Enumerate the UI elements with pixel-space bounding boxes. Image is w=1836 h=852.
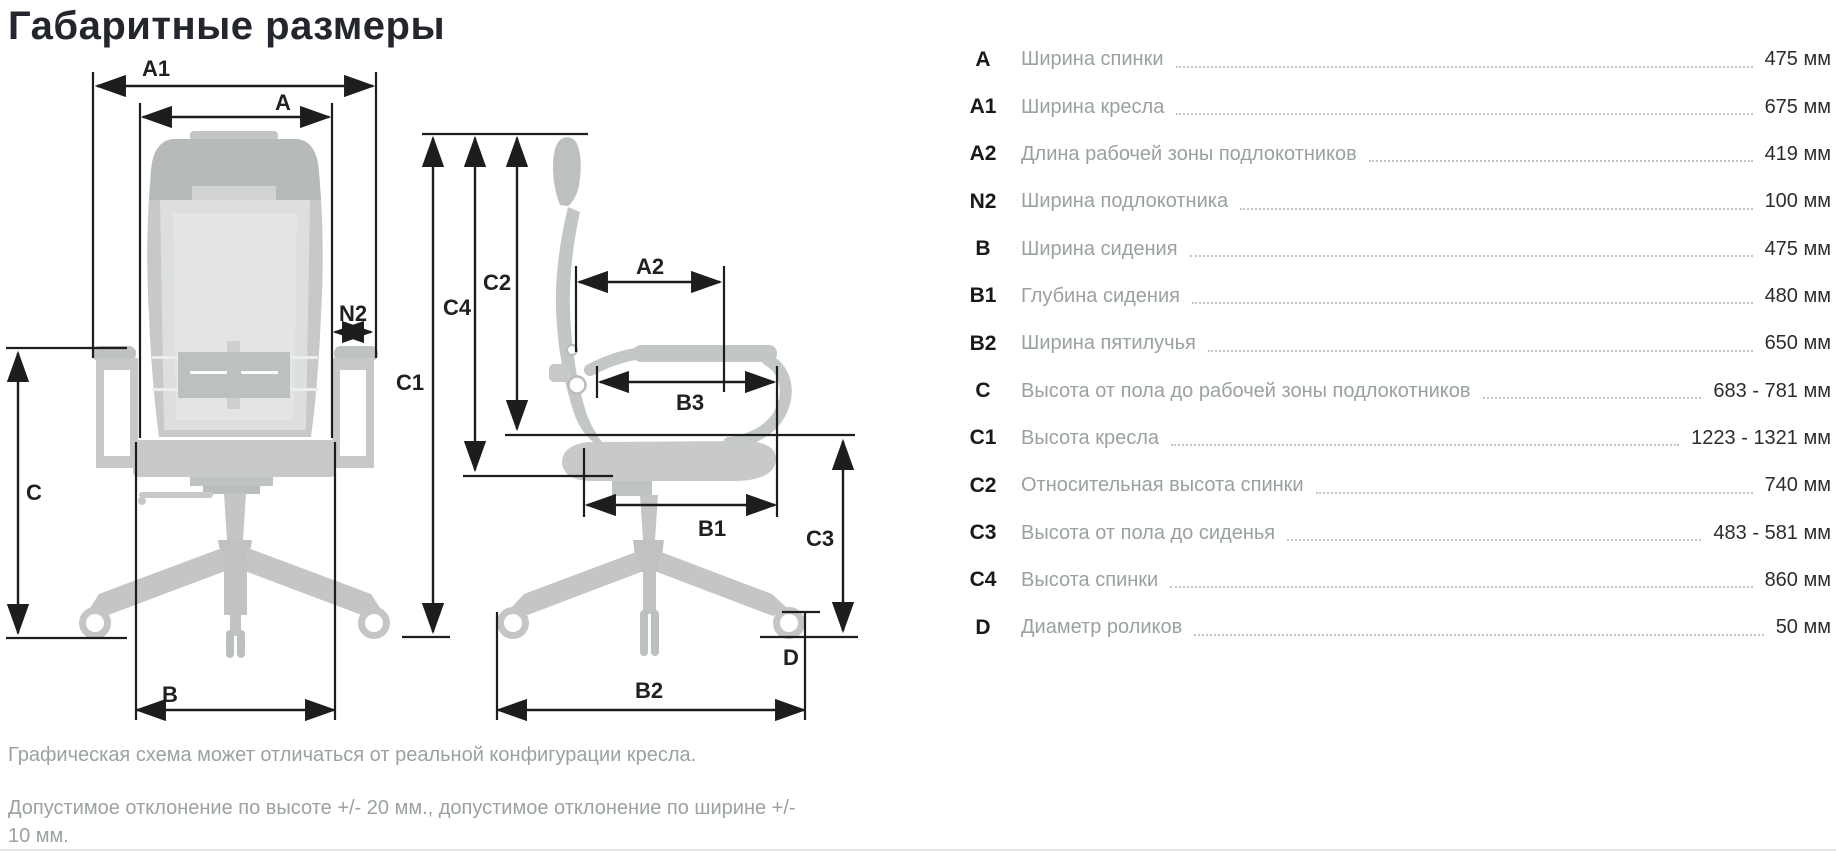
dim-label-d: D: [783, 645, 799, 670]
dim-label-a2: A2: [635, 254, 665, 279]
dim-code: A2: [969, 142, 997, 166]
table-row: [953, 131, 1831, 178]
bottom-divider: [0, 849, 1836, 851]
dim-code: C1: [969, 426, 997, 450]
dim-value: 50 мм: [1775, 616, 1831, 639]
dim-value: 100 мм: [1764, 190, 1831, 213]
dotted-leader: [1171, 444, 1679, 446]
table-row: [953, 415, 1831, 462]
table-row: [953, 36, 1831, 83]
front-caster-fork-prong-right: [237, 630, 245, 658]
table-row: [953, 604, 1831, 651]
table-row: [953, 225, 1831, 272]
side-headrest: [553, 137, 581, 206]
dim-description: Относительная высота спинки: [1021, 474, 1304, 497]
dim-label-b2: B2: [634, 678, 664, 703]
front-mechanism: [190, 477, 273, 486]
dim-description: Высота спинки: [1021, 568, 1159, 591]
dotted-leader: [1240, 208, 1752, 210]
table-row: [953, 178, 1831, 225]
dim-description: Диаметр роликов: [1021, 616, 1183, 639]
front-base-leg-left: [90, 548, 228, 617]
dim-value: 860 мм: [1764, 568, 1831, 591]
front-lever: [139, 492, 213, 498]
dotted-leader: [1190, 255, 1753, 257]
table-row: [953, 462, 1831, 509]
dim-label-c4: C4: [442, 295, 472, 320]
dimensions-table: [953, 36, 1831, 651]
side-mechanism: [612, 481, 652, 496]
dim-description: Глубина сидения: [1021, 284, 1180, 307]
front-caster-right: [362, 611, 387, 636]
dim-value: 419 мм: [1764, 142, 1831, 165]
front-lumbar-tab-bottom: [227, 398, 240, 409]
dim-code: B: [975, 237, 991, 261]
dotted-leader: [1208, 350, 1753, 352]
page-title: Габаритные размеры: [8, 4, 446, 48]
dim-description: Ширина подлокотника: [1021, 190, 1229, 213]
front-caster-left: [83, 611, 108, 636]
dim-value: 650 мм: [1764, 332, 1831, 355]
footnote-schema-disclaimer: Графическая схема может отличаться от реальной конфигурации кресла.: [8, 744, 697, 766]
side-caster-fork-prong-left: [640, 610, 648, 656]
dim-label-a1: A1: [141, 56, 171, 81]
side-backrest: [556, 207, 606, 447]
front-lumbar-tab-top: [227, 341, 240, 352]
table-row: [953, 83, 1831, 130]
front-lumbar-slot-right: [241, 371, 278, 374]
dim-description: Высота от пола до рабочей зоны подлокотников: [1021, 379, 1471, 402]
footnote-tolerance: [8, 795, 796, 850]
dim-code: A1: [969, 95, 997, 119]
dim-value: 475 мм: [1764, 48, 1831, 71]
dotted-leader: [1192, 302, 1753, 304]
dotted-leader: [1170, 586, 1752, 588]
dim-description: Длина рабочей зоны подлокотников: [1021, 142, 1357, 165]
dotted-leader: [1287, 539, 1701, 541]
side-mechanism-tab: [549, 364, 571, 382]
dim-value: 1223 - 1321 мм: [1691, 426, 1831, 449]
dim-label-n2: N2: [338, 301, 368, 326]
side-view-chair: [501, 137, 802, 656]
side-armrest-pad: [633, 345, 777, 362]
dim-value: 480 мм: [1764, 284, 1831, 307]
dim-description: Ширина сидения: [1021, 237, 1178, 260]
dotted-leader: [1483, 397, 1702, 399]
dim-code: B1: [969, 284, 997, 308]
table-row: [953, 557, 1831, 604]
dim-description: Высота от пола до сиденья: [1021, 521, 1276, 544]
side-caster-right: [777, 611, 802, 636]
dim-code: B2: [969, 331, 997, 355]
dim-label-c3: C3: [805, 526, 835, 551]
dim-value: 483 - 581 мм: [1713, 521, 1831, 544]
front-base-leg-center: [224, 560, 247, 615]
side-caster-fork-prong-right: [651, 610, 659, 656]
dotted-leader: [1194, 634, 1763, 636]
table-row: [953, 320, 1831, 367]
front-seat: [133, 440, 336, 477]
side-caster-fork-stem: [643, 568, 656, 614]
footnote-tolerance-line1: Допустимое отклонение по высоте +/- 20 мм., допустимое отклонение по ширине +/-: [8, 797, 796, 819]
front-headrest-notch: [192, 186, 276, 200]
side-gas-lift: [640, 495, 658, 540]
table-row: [953, 273, 1831, 320]
dim-label-b: B: [162, 682, 178, 707]
dotted-leader: [1176, 113, 1752, 115]
side-knob-large: [569, 377, 586, 394]
dim-label-b1: B1: [697, 516, 727, 541]
dim-label-c1: C1: [395, 370, 425, 395]
dotted-leader: [1176, 66, 1753, 68]
front-lumbar-slot-left: [190, 371, 227, 374]
front-base-leg-right: [242, 548, 380, 617]
front-armrest-frame-left: [96, 358, 138, 468]
front-gas-lift: [224, 493, 246, 540]
dim-code: D: [975, 615, 991, 639]
dotted-leader: [1369, 160, 1753, 162]
front-lever-knob: [138, 497, 146, 505]
front-lumbar-support: [178, 352, 290, 398]
dim-description: Ширина кресла: [1021, 95, 1165, 118]
dim-value: 675 мм: [1764, 95, 1831, 118]
table-row: [953, 509, 1831, 556]
dotted-leader: [1316, 492, 1753, 494]
side-base-leg-right: [657, 552, 786, 616]
dim-label-b3: B3: [675, 390, 705, 415]
dim-description: Ширина пятилучья: [1021, 332, 1196, 355]
dim-code: C: [975, 379, 991, 403]
dim-value: 683 - 781 мм: [1713, 379, 1831, 402]
dim-code: C4: [969, 568, 997, 592]
side-base-leg-left: [512, 552, 641, 616]
front-view-chair: [83, 131, 387, 658]
front-caster-fork-prong-left: [226, 630, 234, 658]
dim-label-c: C: [26, 480, 42, 505]
dim-value: 740 мм: [1764, 474, 1831, 497]
dim-label-c2: C2: [482, 270, 512, 295]
front-armrest-frame-right: [332, 358, 374, 468]
dim-code: N2: [969, 189, 997, 213]
side-caster-left: [501, 611, 526, 636]
dim-code: A: [975, 47, 991, 71]
chair-dimensions-diagram: [0, 0, 900, 852]
dim-code: C3: [969, 521, 997, 545]
dim-description: Ширина спинки: [1021, 48, 1164, 71]
table-row: [953, 367, 1831, 414]
dim-code: C2: [969, 473, 997, 497]
dim-value: 475 мм: [1764, 237, 1831, 260]
dim-description: Высота кресла: [1021, 426, 1160, 449]
footnote-tolerance-line2: 10 мм.: [8, 824, 69, 847]
dim-label-a: A: [275, 90, 291, 115]
